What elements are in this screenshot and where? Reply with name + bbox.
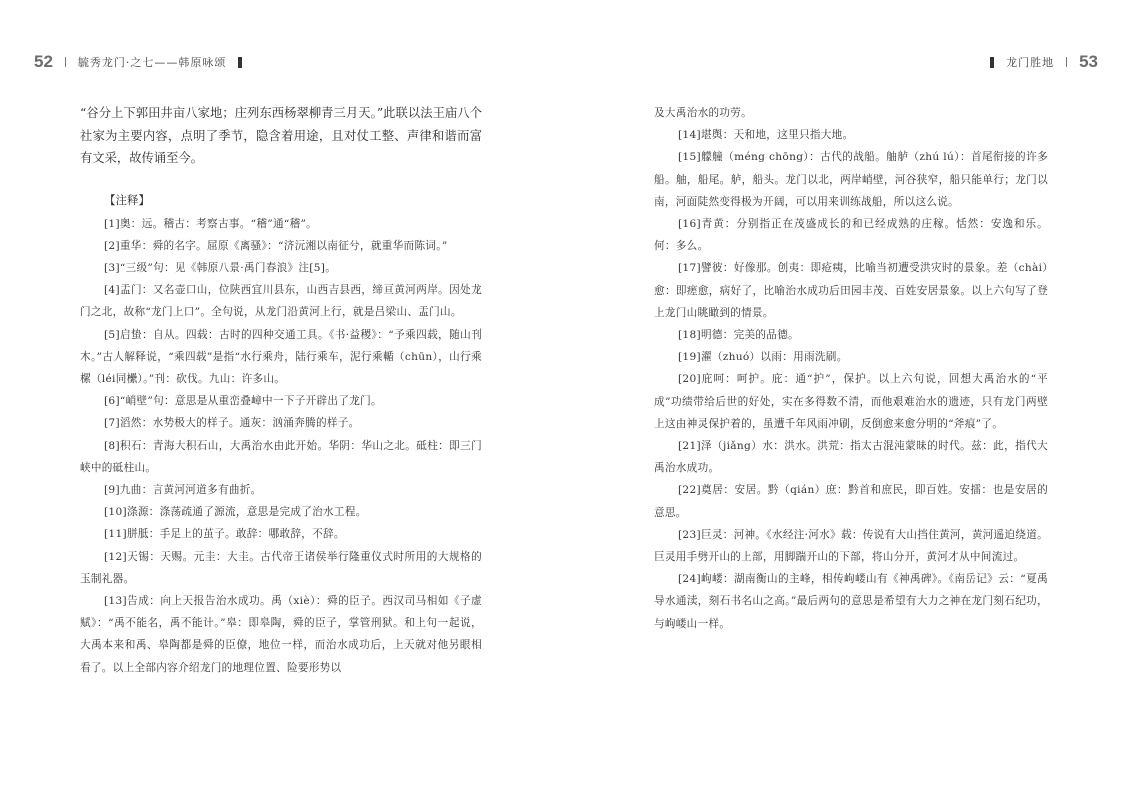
annotation-note: [2]重华：舜的名字。屈原《离骚》：“济沅湘以南征兮，就重华而陈词。” xyxy=(104,239,448,252)
left-page-body xyxy=(80,102,482,679)
header-divider xyxy=(1066,57,1067,67)
annotation-note: [8]积石：青海大积石山，大禹治水由此开始。华阴：华山之北。砥柱：即三门峡中的砥柱山。 xyxy=(80,439,482,474)
annotation-note: [24]岣嵝：湖南衡山的主峰，相传岣嵝山有《神禹碑》。《南岳记》云：“夏禹导水通渎，刻石书名山之高。”最后两句的意思是希望有大力之神在龙门刻石纪功，与岣嵝山一样。 xyxy=(654,573,1048,630)
header-marker xyxy=(990,57,994,68)
annotation-note: [7]滔然：水势极大的样子。通灰：汹涌奔腾的样子。 xyxy=(104,417,360,430)
right-page xyxy=(566,0,1132,799)
annotation-note: [3]“三级”句：见《韩原八景·禹门春浪》注[5]。 xyxy=(104,261,337,274)
annotation-note: [10]涤源：涤荡疏通了源流，意思是完成了治水工程。 xyxy=(104,506,367,519)
annotation-note-continued: 及大禹治水的功劳。 xyxy=(654,107,753,119)
annotation-note: [23]巨灵：河神。《水经注·河水》载：传说有大山挡住黄河，黄河遥迫绕道。巨灵用手劈开山的上部，用脚踹开山的下部，将山分开，黄河才从中间流过。 xyxy=(654,528,1048,564)
page-number-left: 52 xyxy=(34,52,53,71)
annotation-note: [6]“峭壁”句：意思是从重峦叠嶂中一下子开辟出了龙门。 xyxy=(104,395,382,408)
intro-paragraph: “谷分上下郭田井亩八家地；庄列东西杨翠柳青三月天。”此联以法王庙八个社家为主要内容，点明了季节，隐含着用途，且对仗工整、声律和谐而富有文采，故传诵至今。 xyxy=(80,106,482,165)
annotation-heading: 【注释】 xyxy=(104,192,150,207)
annotation-note: [17]譬彼：好像那。创夷：即疮痍，比喻当初遭受洪灾时的景象。差（chài）愈：即瘥愈，病好了，比喻治水成功后田园丰茂、百姓安居景象。以上六句写了登上龙门山眺瞰到的情景。 xyxy=(654,262,1048,319)
left-page xyxy=(0,0,566,799)
running-title-right: 龙门胜地 xyxy=(1006,56,1055,69)
annotation-note: [12]天锡：天赐。元圭：大圭。古代帝王诸侯举行隆重仪式时所用的大规格的玉制礼器。 xyxy=(80,550,482,585)
annotation-note: [4]盂门：又名壶口山，位陕西宜川县东，山西吉县西，缔亘黄河两岸。因处龙门之北，故称“龙门上口”。全句说，从龙门沿黄河上行，就是吕梁山、盂门山。 xyxy=(80,284,482,319)
annotation-note: [21]泽（jiǎng）水：洪水。洪荒：指太古混沌蒙昧的时代。兹：此，指代大禹治水成功。 xyxy=(654,440,1048,475)
annotation-note: [18]明德：完美的品德。 xyxy=(678,329,799,342)
right-page-header xyxy=(990,52,1098,72)
annotation-note: [9]九曲：言黄河河道多有曲折。 xyxy=(104,483,262,496)
page-number-right: 53 xyxy=(1079,52,1098,71)
annotation-note: [1]奥：远。稽古：考察古事。“稽”通“稽”。 xyxy=(104,217,318,230)
running-title-left: 毓秀龙门·之七——韩原咏颂 xyxy=(77,56,227,69)
annotation-note: [15]艨艟（méng chōng）：古代的战船。舳舻（zhú lú）：首尾衔接的许多船。舳，船尾。舻，船头。龙门以北，两岸峭壁，河谷狭窄，船只能单行；龙门以南，河面陡然变得极为开阔，可以用来训练战船，所以这么说。 xyxy=(654,151,1048,208)
annotation-note: [19]濯（zhuó）以雨：用雨洗刷。 xyxy=(678,351,848,364)
header-divider xyxy=(65,57,66,67)
annotation-note: [14]堪舆：天和地，这里只指大地。 xyxy=(678,129,854,142)
annotation-note: [22]奠居：安居。黔（qián）庶：黔首和庶民，即百姓。安擂：也是安居的意思。 xyxy=(654,484,1048,519)
annotation-note: [13]告成：向上天报告治水成功。禹（xiè）：舜的臣子。西汉司马相如《子虚赋》：“禹不能名，禹不能计。”皋：即皋陶，舜的臣子，掌管刑狱。和上句一起说，大禹本来和禹、皋陶都是舜的臣僚，地位一样，而治水成功后，上天就对他另眼相看了。以上全部内容介绍龙门的地理位置、险要形势以 xyxy=(80,594,482,674)
right-page-body xyxy=(654,102,1048,635)
annotation-note: [11]胼胝：手足上的茧子。敢辞：哪敢辞，不辞。 xyxy=(104,528,345,541)
annotation-note: [16]青黄：分别指正在茂盛成长的和已经成熟的庄稼。恬然：安逸和乐。何：多么。 xyxy=(654,218,1048,253)
header-marker xyxy=(238,57,242,68)
left-page-header xyxy=(34,52,242,72)
annotation-note: [20]庇呵：呵护。庇：通“护”，保护。以上六句说，回想大禹治水的“平成”功绩带给后世的好处，实在多得数不清，而他艰难治水的遗迹，只有龙门两壁上这由神灵保护着的，虽遭千年风雨冲刷，反倒愈来愈分明的“斧痕”了。 xyxy=(654,373,1048,430)
annotation-note: [5]启蛰：自从。四载：古时的四种交通工具。《书·益稷》：“予乘四载，随山刊木。”古人解释说，“乘四载”是指“水行乘舟，陆行乘车，泥行乘輴（chūn），山行乘樏（léi同欙）。”刊：砍伐。九山：许多山。 xyxy=(80,328,482,385)
